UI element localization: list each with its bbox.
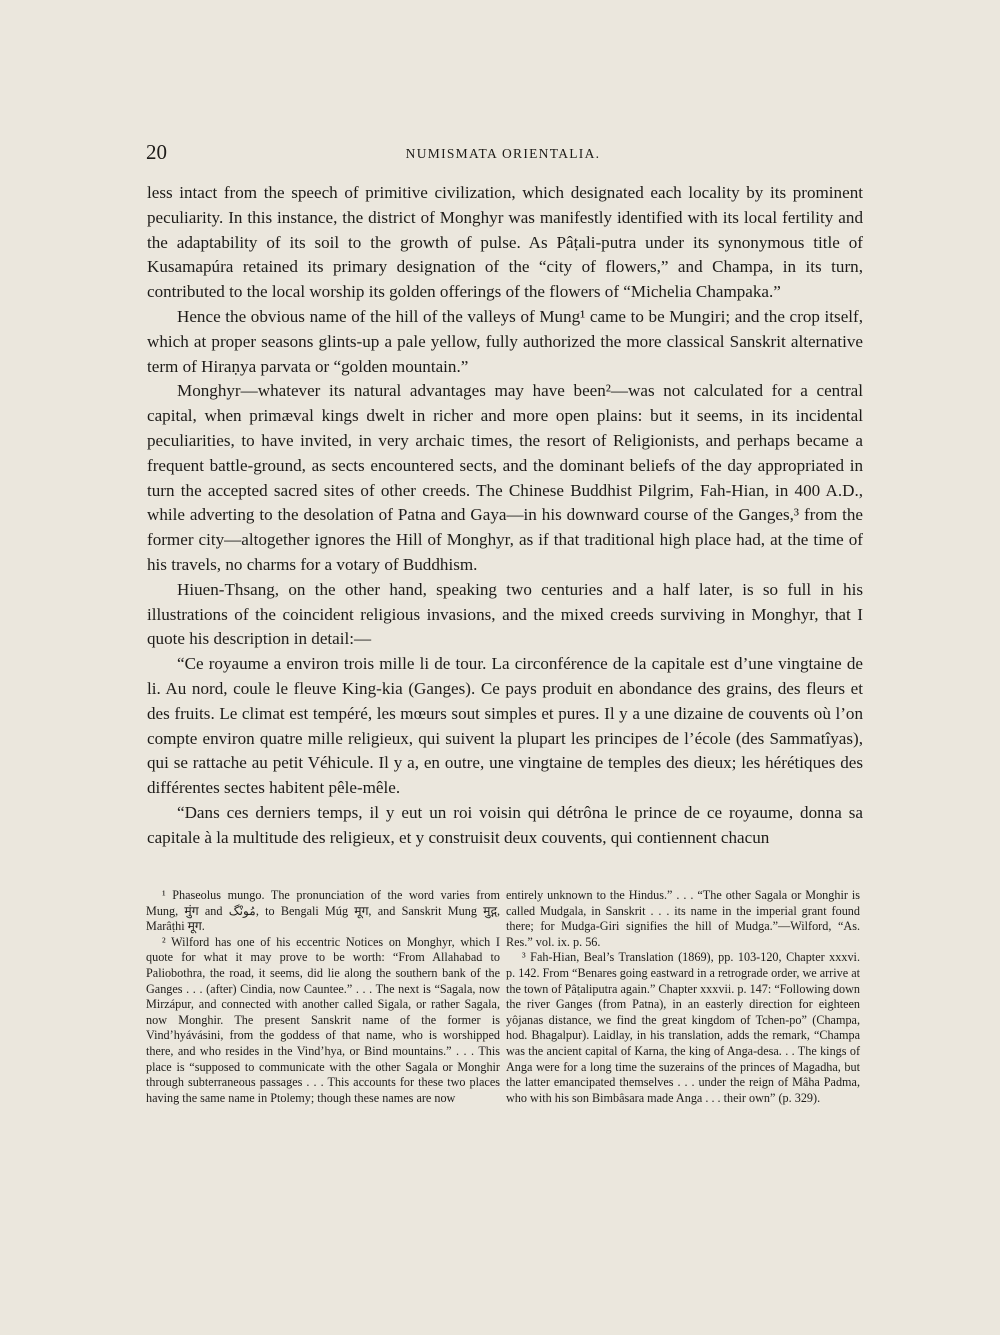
footnotes-left-column <box>146 888 500 1106</box>
footnote-2: ² Wilford has one of his eccentric Notices on Monghyr, which I quote for what it may prove to be worth: “From Allahabad to Paliobothra, the road, it seems, did lie along the southern bank of the Ganges . . . (after) Cindia, now Cauntee.” . . . The next is “Sagala, now Mirzápur, and connected with another called Sigala, or rather Sagala, now Monghir. The present Sanskrit name of the former is Vind’hyávásini, from the goddess of that name, who is worshipped there, and who resides in the Vind’hya, or Bind mountains.” . . . This place is “supposed to communicate with the other Sagala or Monghir through subterraneous passages . . . This accounts for these two places having the same name in Ptolemy; though these names are now <box>146 934 500 1105</box>
quotation-paragraph: “Ce royaume a environ trois mille li de tour. La circonférence de la capitale est d’une vingtaine de li. Au nord, coule le fleuve King-kia (Ganges). Ce pays produit en abondance des grains, des fleurs et des fruits. Le climat est tempéré, les mœurs sout simples et pures. Il y a une dizaine de couvents où l’on compte environ quatre mille religieux, qui suivent la plupart les principes de l’école (des Sammatîyas), qui se rattache au petit Véhicule. Il y a, en outre, une vingtaine de temples des dieux; les hérétiques des différentes sectes habitent pêle-mêle. <box>147 654 863 798</box>
paragraph: Hiuen-Thsang, on the other hand, speaking two centuries and a half later, is so full in his illustrations of the coincident religious invasions, and the mixed creeds surviving in Monghyr, that I quote his description in detail:— <box>147 579 863 649</box>
running-title: NUMISMATA ORIENTALIA. <box>405 146 601 161</box>
footnotes-right-column <box>506 888 860 1106</box>
footnote-1: ¹ Phaseolus mungo. The pronunciation of the word varies from Mung, मुंग and مُونْگ, to Bengali Múg मूग, and Sanskrit Mung मुद्ग, Marâṭhi मूग. <box>146 888 500 934</box>
paragraph: less intact from the speech of primitive civilization, which designated each locality by its prominent peculiarity. In this instance, the district of Monghyr was manifestly identified with its local fertility and the adaptability of its soil to the growth of pulse. As Pâṭali-putra under its synonymous title of Kusamapúra retained its primary designation of the “city of flowers,” and Champa, in its turn, contributed to the local worship its golden offerings of the flowers of “Michelia Champaka.” <box>147 183 863 302</box>
main-text <box>147 181 863 851</box>
paragraph: Hence the obvious name of the hill of the valleys of Mung¹ came to be Mungiri; and the crop itself, which at proper seasons glints-up a pale yellow, fully authorized the more classical Sanskrit alternative term of Hiraṇya parvata or “golden mountain.” <box>147 306 863 376</box>
paragraph: Monghyr—whatever its natural advantages may have been²—was not calculated for a central capital, when primæval kings dwelt in richer and more open plains: but it seems, in its incidental peculiarities, to have invited, in very archaic times, the resort of Religionists, and perhaps became a frequent battle-ground, as sects encountered sects, and the dominant beliefs of the day appropriated in turn the accepted sacred sites of other creeds. The Chinese Buddhist Pilgrim, Fah-Hian, in 400 A.D., while adverting to the desolation of Patna and Gaya—in his downward course of the Ganges,³ from the former city—altogether ignores the Hill of Monghyr, as if that traditional high place had, at the time of his travels, no charms for a votary of Buddhism. <box>147 381 863 574</box>
footnote-3: ³ Fah-Hian, Beal’s Translation (1869), pp. 103-120, Chapter xxxvi. p. 142. From “Benares going eastward in a retrograde order, we arrive at the town of Pâṭaliputra again.” Chapter xxxvii. p. 147: “Following down the river Ganges (from Patna), in an easterly direction for eighteen yôjanas distance, we find the great kingdom of Tchen-po” (Champa, hod. Bhagalpur). Laidlay, in his translation, adds the remark, “Champa was the ancient capital of Karna, the king of Anga-desa. . . The kings of Anga were for a long time the suzerains of the princes of Magadha, but the latter emancipated themselves . . . under the reign of Mâha Padma, who with his son Bimbâsara made Anga . . . their own” (p. 329). <box>506 950 860 1105</box>
page-header <box>146 140 860 166</box>
page-number: 20 <box>146 140 167 164</box>
footnote-2-continued: entirely unknown to the Hindus.” . . . “The other Sagala or Monghir is called Mudgala, in Sanskrit . . . its name in the imperial grant found there; for Mudga-Giri signifies the hill of Mudga.”—Wilford, “As. Res.” vol. ix. p. 56. <box>506 888 860 949</box>
quotation-paragraph: “Dans ces derniers temps, il y eut un roi voisin qui détrôna le prince de ce royaume, donna sa capitale à la multitude des religieux, et y construisit deux couvents, qui contiennent chacun <box>147 802 863 847</box>
